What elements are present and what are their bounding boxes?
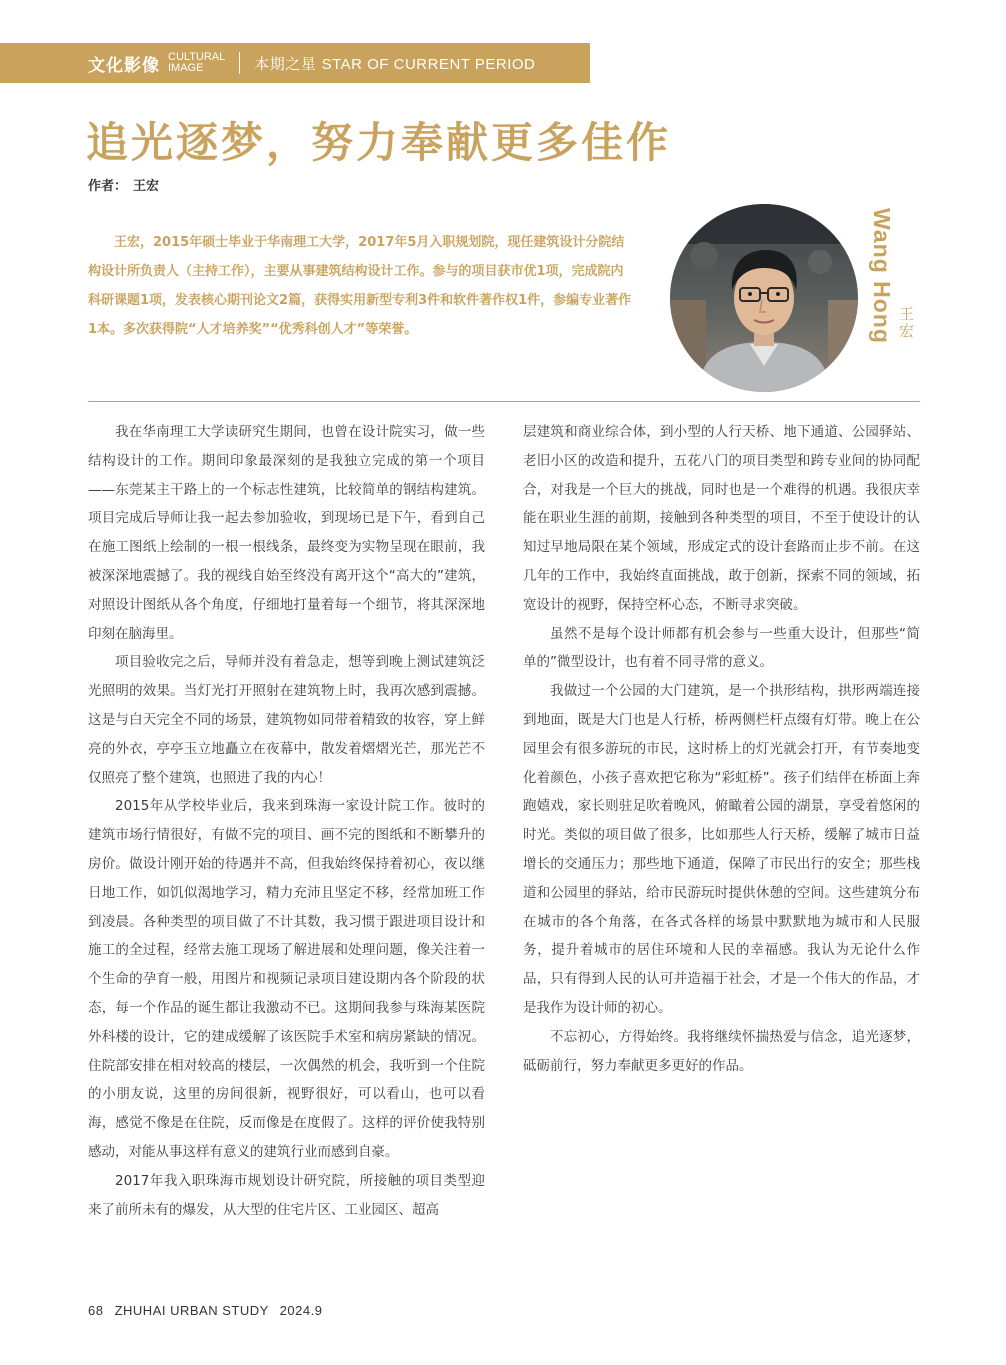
issue-date: 2024.9 [279,1303,323,1318]
paragraph: 我在华南理工大学读研究生期间，也曾在设计院实习，做一些结构设计的工作。期间印象最深刻的是我独立完成的第一个项目——东莞某主干路上的一个标志性建筑，比较简单的钢结构建筑。项目完成后导师让我一起去参加验收，到现场已是下午，看到自己在施工图纸上绘制的一根一根线条，最终变为实物呈现在眼前，我被深深地震撼了。我的视线自始至终没有离开这个“高大的”建筑，对照设计图纸从各个角度，仔细地打量着每一个细节，将其深深地印刻在脑海里。 [88,424,485,642]
author-bio: 王宏，2015年硕士毕业于华南理工大学，2017年5月入职规划院，现任建筑设计分院结构设计所负责人（主持工作），主要从事建筑结构设计工作。参与的项目获市优1项，完成院内科研课题1项，发表核心期刊论文2篇，获得实用新型专利3件和软件著作权1件，参编专业著作1本。多次获得院“人才培养奖”“优秀科创人才”等荣誉。 [88,235,632,337]
column-label-cn: 本期之星 [254,54,317,73]
author-name-cn: 王宏 [897,306,915,340]
banner-divider [239,52,240,74]
paragraph: 虽然不是每个设计师都有机会参与一些重大设计，但那些“简单的”微型设计，也有着不同寻常的意义。 [523,625,920,671]
section-label: 文化影像 [88,55,160,76]
page-number: 68 [88,1303,104,1318]
body-column-left [88,418,485,1224]
column-label-en: STAR OF CURRENT PERIOD [321,55,536,73]
paragraph: 2015年从学校毕业后，我来到珠海一家设计院工作。彼时的建筑市场行情很好，有做不完的项目、画不完的图纸和不断攀升的房价。做设计刚开始的待遇并不高，但我始终保持着初心，夜以继日地工作，如饥似渴地学习，精力充沛且坚定不移，经常加班工作到凌晨。各种类型的项目做了不计其数，我习惯于跟进项目设计和施工的全过程，经常去施工现场了解进展和处理问题，像关注着一个生命的孕育一般，用图片和视频记录项目建设期内各个阶段的状态，每一个作品的诞生都让我激动不已。这期间我参与珠海某医院外科楼的设计，它的建成缓解了该医院手术室和病房紧缺的情况。住院部安排在相对较高的楼层，一次偶然的机会，我听到一个住院的小朋友说，这里的房间很新，视野很好，可以看山，也可以看海，感觉不像是在住院，反而像是在度假了。这样的评价使我特别感动，对能从事这样有意义的建筑行业而感到自豪。 [88,798,485,1160]
portrait-illustration [670,204,858,392]
paragraph: 项目验收完之后，导师并没有着急走，想等到晚上测试建筑泛光照明的效果。当灯光打开照射在建筑物上时，我再次感到震撼。这是与白天完全不同的场景，建筑物如同带着精致的妆容，穿上鲜亮的外衣，亭亭玉立地矗立在夜幕中，散发着熠熠光芒，那光芒不仅照亮了整个建筑，也照进了我的内心！ [88,654,485,786]
author-name: 王宏 [133,179,160,194]
paragraph: 我做过一个公园的大门建筑，是一个拱形结构，拱形两端连接到地面，既是大门也是人行桥，桥两侧栏杆点缀有灯带。晚上在公园里会有很多游玩的市民，这时桥上的灯光就会打开，有节奏地变化着颜色，小孩子喜欢把它称为“彩虹桥”。孩子们结伴在桥面上奔跑嬉戏，家长则驻足吹着晚风，俯瞰着公园的湖景，享受着悠闲的时光。类似的项目做了很多，比如那些人行天桥，缓解了城市日益增长的交通压力；那些地下通道，保障了市民出行的安全；那些栈道和公园里的驿站，给市民游玩时提供休憩的空间。这些建筑分布在城市的各个角落，在各式各样的场景中默默地为城市和人民服务，提升着城市的居住环境和人民的幸福感。我认为无论什么作品，只有得到人民的认可并造福于社会，才是一个伟大的作品，才是我作为设计师的初心。 [523,683,920,1016]
section-label-en-line1: CULTURAL [168,51,226,63]
column-label [254,53,535,74]
paragraph: 不忘初心，方得始终。我将继续怀揣热爱与信念，追光逐梦，砥砺前行，努力奉献更多更好的作品。 [523,1028,920,1074]
author-line [88,175,159,194]
author-name-en: Wang Hong [869,208,895,344]
paragraph: 层建筑和商业综合体，到小型的人行天桥、地下通道、公园驿站、老旧小区的改造和提升，五花八门的项目类型和跨专业间的协同配合，对我是一个巨大的挑战，同时也是一个难得的机遇。我很庆幸能在职业生涯的前期，接触到各种类型的项目，不至于使设计的认知过早地局限在某个领域，形成定式的设计套路而止步不前。在这几年的工作中，我始终直面挑战，敢于创新，探索不同的领域，拓宽设计的视野，保持空杯心态，不断寻求突破。 [523,424,920,613]
section-label-en-line2: IMAGE [168,62,204,74]
section-banner [0,43,590,83]
paragraph: 2017年我入职珠海市规划设计研究院，所接触的项目类型迎来了前所未有的爆发，从大型的住宅片区、工业园区、超高 [88,1172,485,1218]
section-label-en [168,52,225,74]
article-title: 追光逐梦，努力奉献更多佳作 [86,118,672,167]
header-divider [88,401,920,402]
publication-name: ZHUHAI URBAN STUDY [114,1303,269,1318]
portrait-photo [670,204,858,392]
page-footer [88,1303,322,1318]
body-column-right [523,418,920,1080]
author-label: 作者： [88,179,128,194]
